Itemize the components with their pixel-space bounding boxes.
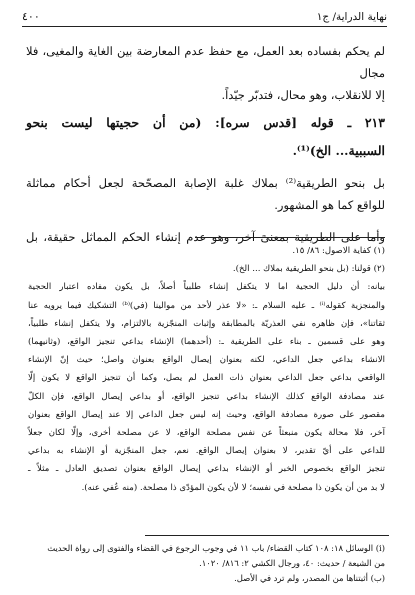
author-footnotes xyxy=(28,242,385,497)
page-number: ٤٠٠ xyxy=(22,10,40,23)
reference-i-continued: من الشيعة / حديث: ٤٠، ورجال الكشي ٢: ٨١٦/ ١٠٢٠. xyxy=(199,558,385,568)
running-title: نهاية الدراية/ ج١ xyxy=(316,11,387,23)
footnote-line: عند مصادفة الواقع كذلك الإنشاء بداعي تنجيز الواقع، أو بداعي إيصال الواقع، فإن الكلّ xyxy=(28,391,385,402)
footnote-line: مقصور على صورة مصادفة الواقع، وحيث إنه ليس جعل الداعي إلا عند إيصال الواقع بعنوان xyxy=(28,409,385,420)
main-text xyxy=(26,40,385,248)
text-line: للواقع كما هو المشهور. xyxy=(274,198,385,212)
footnote-2-heading: (٢) قولنا: (بل بنحو الطريقية بملاك ... الخ). xyxy=(232,264,385,275)
footnote-line: الواقعي بداعي جعل الداعي بعنوان ذات العمل لم يصل، وكما أن تنجيز الواقع لا يكون إلّا xyxy=(28,373,385,384)
footnote-line: ثقاتنا»، فإن ظاهره نفي العذريّة بالمطابقة وإثبات المنجّزية بالالتزام، ولا يتكفل إنشاء طلبياً، xyxy=(28,318,385,329)
footnote-line: آخر، فلا محالة يكون منبعثاً عن نفس مصلحة الواقع، لا عن مصلحة أخرى، وإلّا لكان جعلاً xyxy=(28,428,385,439)
editor-references xyxy=(22,541,385,586)
footnote-line: تنجيز الواقع بخصوص الخبر أو الإنشاء بداعي إيصال الواقع بعنوان تصديق العادل ـ مثلاً ـ xyxy=(28,464,385,475)
footnote-line: الانشاء بداعي جعل الداعي، لكنه بعنوان إيصال الواقع بعنوان واصل؛ حيث إنّ الإنشاء xyxy=(28,355,385,366)
footnote-line: لا بد من أن يكون ذا مصلحة في نفسه؛ لا لأن يكون المؤدّى ذا مصلحة. (منه عُفي عنه). xyxy=(81,482,385,493)
footnote-1: (١) كفاية الاصول: ٨٦/ ١٥. xyxy=(292,246,385,256)
footnote-line: وهو على قسمين ـ بناء على الطريقية ـ: (أحدهما) الإنشاء بداعي تنجيز الواقع، (وثانيهما) xyxy=(28,337,385,348)
reference-b: (ب) أثبتناها من المصدر، ولم ترد في الأصل. xyxy=(234,573,385,583)
text-line: إلا للانقلاب، وهو محال، فتدبّر جيّداً. xyxy=(221,88,385,102)
footnote-line: للداعي على أيّ تقدير، لا بعنوان إيصال الواقع. نعم، جعل المنجّزية أو الإنشاء به بداعي xyxy=(28,446,385,457)
text-line: وأما على الطريقية بمعنىً آخر، وهو عدم إنشاء الحكم المماثل حقيقة، بل xyxy=(26,230,385,244)
text-line: بل بنحو الطريقية⁽²⁾ بملاك غلبة الإصابة المصحّحة لجعل أحكام مماثلة xyxy=(26,176,386,190)
page-header xyxy=(22,10,387,26)
text-line: لم يحكم بفساده بعد العمل، مع حفظ عدم المعارضة بين الغاية والمغيى، فلا مجال xyxy=(26,44,385,80)
section-heading: ٢١٣ ـ قوله [قدس سره]: (من أن حجيتها ليست بنحو xyxy=(26,115,385,130)
header-rule xyxy=(22,26,387,27)
footnote-separator xyxy=(195,237,385,238)
footnote-line: والمنجزية كقوله⁽ⁱ⁾ ـ عليه السلام ـ: «لا عذر لأحد من موالينا (في)⁽ᵇ⁾ التشكيك فيما يرويه عنا xyxy=(28,300,386,311)
reference-separator xyxy=(145,535,389,536)
reference-i: (i) الوسائل ١٨: ١٠٨ كتاب القضاء/ باب ١١ في وجوب الرجوع في القضاء والفتوى إلى رواة الحديث xyxy=(47,543,385,553)
section-heading-continued: السببية... الخ)⁽¹⁾. xyxy=(292,143,385,158)
footnote-line: بيانه: أن دليل الحجية اما لا يتكفل إنشاء طلبياً أصلاً، بل يكون مفاده اعتبار الحجية xyxy=(28,282,385,293)
